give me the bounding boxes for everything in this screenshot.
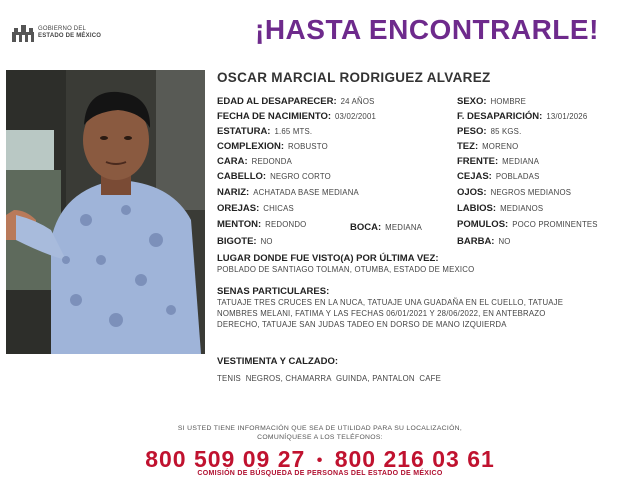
government-logo-text (38, 26, 101, 40)
field-value: 13/01/2026 (546, 112, 588, 121)
field-label: COMPLEXION: (217, 141, 285, 152)
field-label: BIGOTE: (217, 236, 257, 247)
phone-separator: • (316, 451, 324, 469)
last-seen-title: LUGAR DONDE FUE VISTO(A) POR ÚLTIMA VEZ: (217, 253, 439, 264)
field-value: REDONDO (265, 220, 307, 229)
field-value: NO (498, 237, 511, 246)
field-peso (457, 126, 521, 137)
field-value: MEDIANA (502, 157, 540, 166)
field-label: OREJAS: (217, 203, 260, 214)
contact-note-line-2: COMUNÍQUESE A LOS TELÉFONOS: (257, 434, 383, 441)
gov-line-1: GOBIERNO DEL (38, 26, 87, 32)
field-value: POBLADAS (495, 172, 540, 181)
field-ojos (457, 187, 571, 198)
field-bigote (217, 236, 273, 247)
field-value: MORENO (482, 142, 519, 151)
field-label: MENTON: (217, 219, 262, 230)
field-value: ROBUSTO (288, 142, 328, 151)
marks-line-2: NOMBRES MELANI, FATIMA Y LAS FECHAS 06/01/2021 Y 28/06/2022, EN ANTEBRAZO (217, 309, 546, 318)
marks-line-3: DERECHO, TATUAJE SAN JUDAS TADEO EN DORSO DE MANO IZQUIERDA (217, 320, 507, 329)
field-label: F. DESAPARICIÓN: (457, 111, 543, 122)
phone-number-1[interactable]: 800 509 09 27 (145, 446, 306, 472)
field-tez (457, 141, 518, 152)
field-value: 03/02/2001 (335, 112, 377, 121)
field-barba (457, 236, 511, 247)
field-label: CEJAS: (457, 171, 492, 182)
field-value: NEGRO CORTO (270, 172, 331, 181)
field-menton (217, 219, 306, 230)
field-cejas (457, 171, 539, 182)
field-value: CHICAS (263, 204, 294, 213)
field-cara (217, 156, 292, 167)
clothing-title: VESTIMENTA Y CALZADO: (217, 356, 339, 367)
field-cabello (217, 171, 331, 182)
field-label: FECHA DE NACIMIENTO: (217, 111, 331, 122)
clothing-value: TENIS NEGROS, CHAMARRA GUINDA, PANTALON CAFE (217, 374, 441, 383)
field-label: ESTATURA: (217, 126, 271, 137)
person-name: OSCAR MARCIAL RODRIGUEZ ALVAREZ (217, 70, 491, 85)
field-fecha-desaparicion (457, 111, 587, 122)
field-value: 85 KGS. (490, 127, 522, 136)
field-label: OJOS: (457, 187, 487, 198)
field-value: ACHATADA BASE MEDIANA (253, 188, 359, 197)
field-nariz (217, 187, 359, 198)
field-edad (217, 96, 375, 107)
field-label: PESO: (457, 126, 487, 137)
field-value: 24 AÑOS (340, 97, 375, 106)
field-value: 1.65 MTS. (274, 127, 313, 136)
field-labios (457, 203, 543, 214)
field-value: MEDIANOS (500, 204, 544, 213)
contact-note-line-1: SI USTED TIENE INFORMACIÓN QUE SEA DE UTILIDAD PARA SU LOCALIZACIÓN, (177, 425, 463, 432)
headline: ¡HASTA ENCONTRARLE! (255, 14, 599, 45)
field-label: POMULOS: (457, 219, 509, 230)
missing-person-photo (6, 70, 205, 354)
phone-number-2[interactable]: 800 216 03 61 (334, 446, 495, 472)
last-seen-value: POBLADO DE SANTIAGO TOLMAN, OTUMBA, ESTADO DE MEXICO (217, 265, 475, 274)
field-value: POCO PROMINENTES (512, 220, 598, 229)
field-value: MEDIANA (385, 223, 423, 232)
field-label: FRENTE: (457, 156, 499, 167)
phone-numbers (0, 446, 640, 473)
field-label: BOCA: (350, 222, 382, 233)
field-label: CARA: (217, 156, 248, 167)
field-pomulos (457, 219, 598, 230)
field-boca (350, 222, 422, 233)
field-frente (457, 156, 539, 167)
field-label: TEZ: (457, 141, 479, 152)
gov-line-2: ESTADO DE MÉXICO (38, 33, 102, 39)
field-label: LABIOS: (457, 203, 497, 214)
field-fecha-nacimiento (217, 111, 376, 122)
state-seal-icon (10, 22, 40, 46)
field-label: EDAD AL DESAPARECER: (217, 96, 337, 107)
commission-name: COMISIÓN DE BÚSQUEDA DE PERSONAS DEL ESTADO DE MÉXICO (197, 470, 443, 477)
field-label: BARBA: (457, 236, 495, 247)
field-value: NEGROS MEDIANOS (490, 188, 572, 197)
marks-line-1: TATUAJE TRES CRUCES EN LA NUCA, TATUAJE UNA GUADAÑA EN EL CUELLO, TATUAJE (217, 298, 564, 307)
field-label: CABELLO: (217, 171, 267, 182)
field-value: NO (260, 237, 273, 246)
marks-title: SENAS PARTICULARES: (217, 286, 330, 297)
field-label: NARIZ: (217, 187, 250, 198)
field-estatura (217, 126, 312, 137)
field-value: REDONDA (251, 157, 292, 166)
field-label: SEXO: (457, 96, 487, 107)
field-orejas (217, 203, 294, 214)
field-sexo (457, 96, 526, 107)
field-value: HOMBRE (490, 97, 526, 106)
field-complexion (217, 141, 328, 152)
